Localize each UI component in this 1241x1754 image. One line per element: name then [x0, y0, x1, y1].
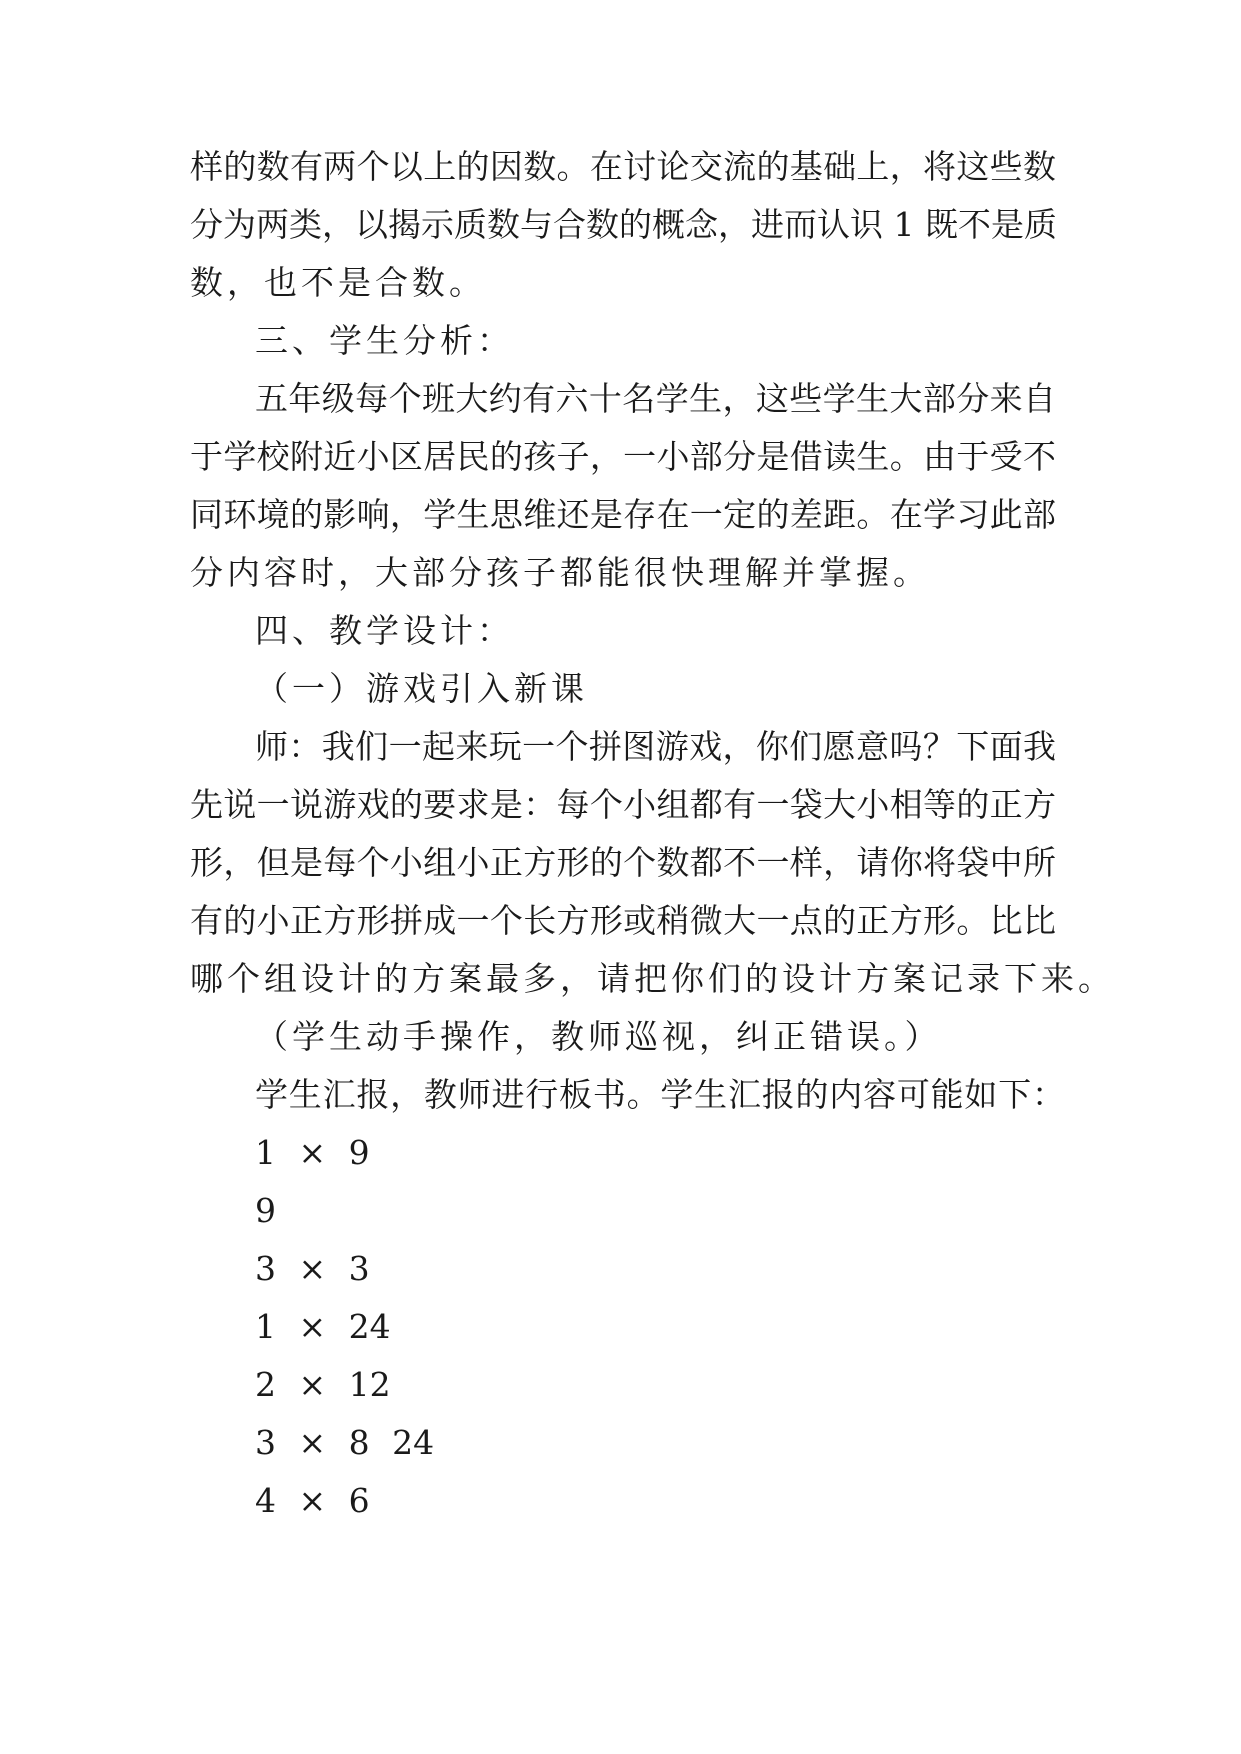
math-line-5: 2 × 12: [255, 1365, 391, 1404]
paragraph-line-5: 五年级每个班大约有六十名学生，这些学生大部分来自: [255, 379, 1056, 418]
paragraph-line-15: 哪个组设计的方案最多，请把你们的设计方案记录下来。: [190, 959, 1115, 998]
paragraph-line-6: 于学校附近小区居民的孩子，一小部分是借读生。由于受不: [190, 437, 1056, 476]
math-line-1: 1 × 9: [255, 1133, 370, 1172]
section-heading-teaching-design: 四、教学设计：: [255, 611, 514, 650]
paragraph-line-1: 样的数有两个以上的因数。在讨论交流的基础上，将这些数: [190, 147, 1056, 186]
paragraph-line-12: 先说一说游戏的要求是：每个小组都有一袋大小相等的正方: [190, 785, 1056, 824]
paragraph-line-13: 形，但是每个小组小正方形的个数都不一样，请你将袋中所: [190, 843, 1056, 882]
paragraph-line-11: 师：我们一起来玩一个拼图游戏，你们愿意吗？下面我: [255, 727, 1056, 766]
math-line-7: 4 × 6: [255, 1481, 370, 1520]
paragraph-line-14: 有的小正方形拼成一个长方形或稍微大一点的正方形。比比: [190, 901, 1056, 940]
paragraph-line-2: 分为两类，以揭示质数与合数的概念，进而认识 1 既不是质: [190, 205, 1057, 244]
paragraph-line-7: 同环境的影响，学生思维还是存在一定的差距。在学习此部: [190, 495, 1056, 534]
math-line-6: 3 × 8 24: [255, 1423, 435, 1462]
section-heading-student-analysis: 三、学生分析：: [255, 321, 514, 360]
paragraph-line-17: 学生汇报，教师进行板书。学生汇报的内容可能如下：: [255, 1075, 1065, 1114]
paragraph-line-16: （学生动手操作，教师巡视，纠正错误。）: [255, 1017, 942, 1056]
paragraph-line-3: 数，也不是合数。: [190, 263, 486, 302]
math-line-4: 1 × 24: [255, 1307, 391, 1346]
subsection-heading-game-intro: （一）游戏引入新课: [255, 669, 588, 708]
math-line-3: 3 × 3: [255, 1249, 370, 1288]
paragraph-line-8: 分内容时，大部分孩子都能很快理解并掌握。: [190, 553, 930, 592]
math-line-2: 9: [255, 1191, 276, 1230]
